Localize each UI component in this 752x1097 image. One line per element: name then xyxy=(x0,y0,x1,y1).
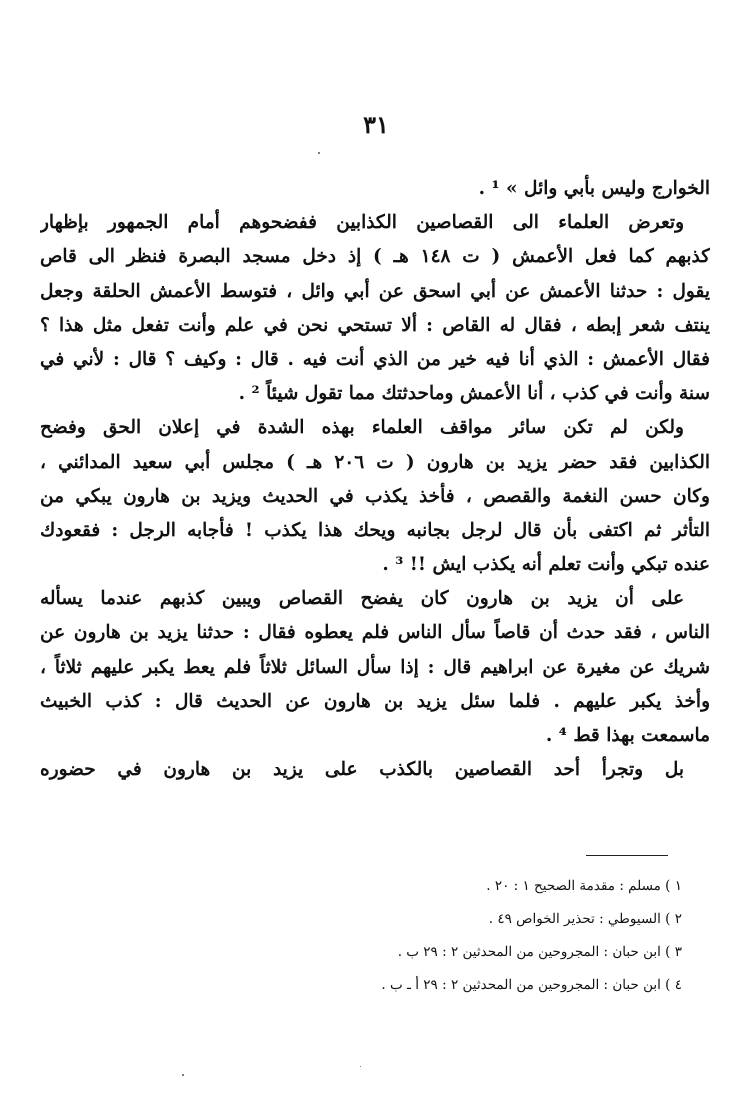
text-line: ماسمعت بهذا قط ⁴ . xyxy=(545,725,710,746)
text-line: ينتف شعر إبطه ، فقال له القاص : ألا تستحي نحن في علم وأنت تفعل مثل هذا ؟ xyxy=(40,314,710,336)
text-line: عنده تبكي وأنت تعلم أنه يكذب ايش !! ³ . xyxy=(382,554,710,576)
text-line: فقال الأعمش : الذي أنا فيه خير من الذي أنت فيه . قال : وكيف ؟ قال : لأني في xyxy=(40,348,710,370)
footnote: ٢ ) السيوطي : تحذير الخواص ٤٩ . xyxy=(488,911,682,927)
text-line: على أن يزيد بن هارون كان يفضح القصاص ويبين كذبهم عندما يسأله xyxy=(40,588,684,610)
text-line: بل وتجرأ أحد القصاصين بالكذب على يزيد بن هارون في حضوره xyxy=(40,759,684,781)
text-line: شريك عن مغيرة عن ابراهيم قال : إذا سأل السائل ثلاثاً فلم يعط يكبر عليهم ثلاثاً ، xyxy=(40,656,710,678)
text-line: ولكن لم تكن سائر مواقف العلماء بهذه الشدة في إعلان الحق وفضح xyxy=(40,417,684,439)
text-line: وتعرض العلماء الى القصاصين الكذابين ففضحوهم أمام الجمهور بإظهار xyxy=(40,212,684,234)
scan-speck xyxy=(182,1074,184,1076)
text-line: الناس ، فقد حدث أن قاصاً سأل الناس فلم يعطوه فقال : حدثنا يزيد بن هارون عن xyxy=(40,622,710,644)
footnote: ٣ ) ابن حبان : المجروحين من المحدثين ٢ : ٢٩ ب . xyxy=(397,944,682,960)
body-text xyxy=(40,172,710,787)
text-line: الخوارج وليس بأبي وائل » ¹ . xyxy=(478,178,710,199)
text-line: التأثر ثم اكتفى بأن قال لرجل بجانبه ويحك هذا يكذب ! فأجابه الرجل : فقعودك xyxy=(40,519,710,541)
footnote: ١ ) مسلم : مقدمة الصحيح ١ : ٢٠ . xyxy=(486,878,682,894)
footnote: ٤ ) ابن حبان : المجروحين من المحدثين ٢ : ٢٩ أ ـ ب . xyxy=(381,977,682,993)
text-line: يقول : حدثنا الأعمش عن أبي اسحق عن أبي وائل ، فتوسط الأعمش الحلقة وجعل xyxy=(40,280,710,302)
page-number: ٣١ xyxy=(363,110,389,139)
text-line: سنة وأنت في كذب ، أنا الأعمش وماحدثتك مما تقول شيئاً ² . xyxy=(238,383,710,405)
footnotes xyxy=(82,870,682,1002)
scan-speck xyxy=(318,152,320,154)
text-line: كذبهم كما فعل الأعمش ( ت ١٤٨ هـ ) إذ دخل مسجد البصرة فنظر الى قاص xyxy=(40,246,710,268)
footnote-divider xyxy=(586,855,668,856)
text-line: الكذابين فقد حضر يزيد بن هارون ( ت ٢٠٦ هـ ) مجلس أبي سعيد المدائني ، xyxy=(40,451,710,473)
scan-speck xyxy=(360,1066,361,1067)
text-line: وأخذ يكبر عليهم . فلما سئل يزيد بن هارون عن الحديث قال : كذب الخبيث xyxy=(40,690,710,712)
text-line: وكان حسن النغمة والقصص ، فأخذ يكذب في الحديث ويزيد بن هارون يبكي من xyxy=(40,485,710,507)
